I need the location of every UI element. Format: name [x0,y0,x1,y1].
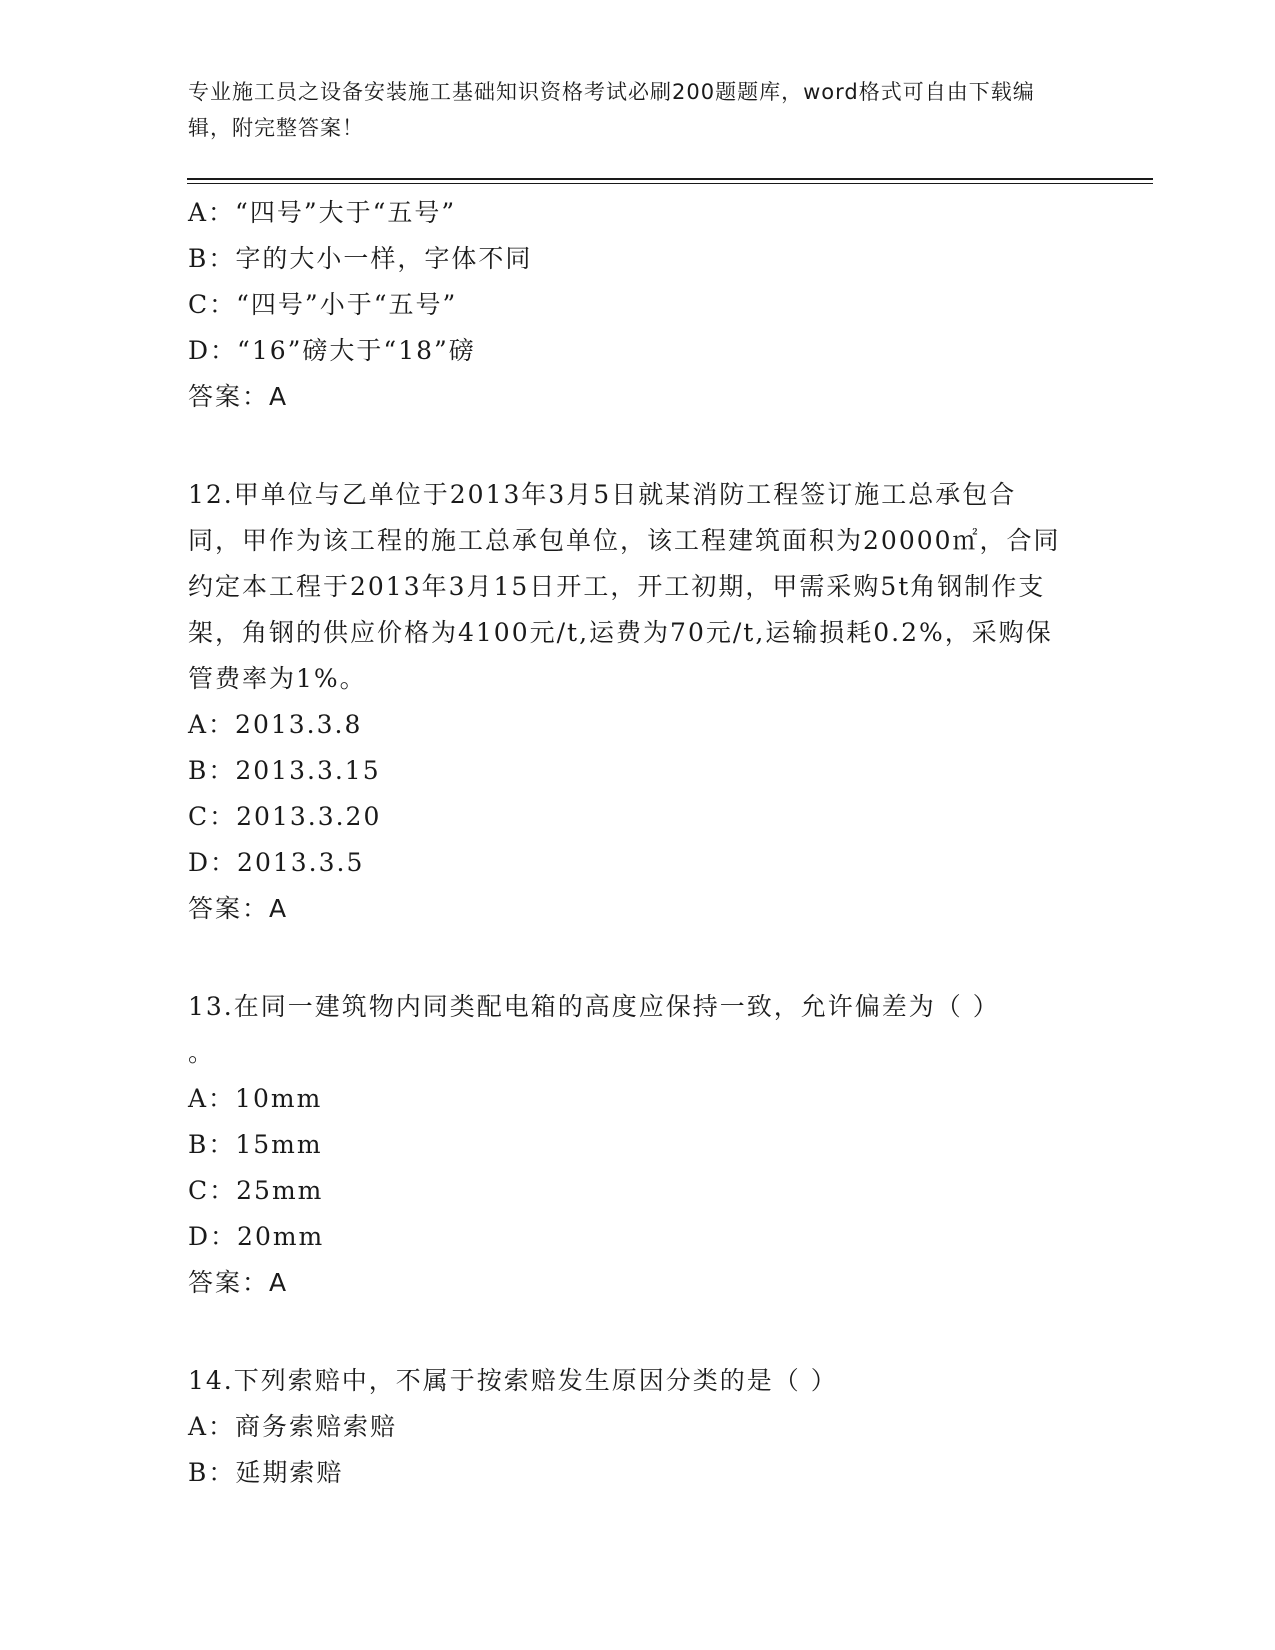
option-d: D：“16”磅大于“18”磅 [188,336,476,365]
spacer [188,932,1078,984]
option-b: B：字的大小一样，字体不同 [188,244,533,273]
option-c: C：25mm [188,1176,324,1205]
option-a: A：10mm [188,1084,323,1113]
question-text: 14.下列索赔中，不属于按索赔发生原因分类的是（ ） [188,1366,838,1395]
question-text: 12.甲单位与乙单位于2013年3月5日就某消防工程签订施工总承包合同，甲作为该工程的施工总承包单位，该工程建筑面积为20000㎡，合同约定本工程于2013年3月15日开工，开工初期，甲需采购5t角钢制作支架，角钢的供应价格为4100元/t,运费为70元/t,运输损耗0.2%，采购保管费率为1%。 [188,480,1061,693]
question-12 [188,472,1078,932]
question-11 [188,190,1078,420]
option-d: D：2013.3.5 [188,848,365,877]
answer-line: 答案：A [188,382,289,411]
question-content [188,190,1078,1496]
answer-line: 答案：A [188,1268,289,1297]
option-b: B：延期索赔 [188,1458,344,1487]
question-14 [188,1358,1078,1496]
question-13 [188,984,1078,1306]
option-b: B：2013.3.15 [188,756,381,785]
spacer [188,1306,1078,1358]
option-c: C：2013.3.20 [188,802,382,831]
question-text: 13.在同一建筑物内同类配电箱的高度应保持一致，允许偏差为（ ） [188,992,1000,1021]
answer-line: 答案：A [188,894,289,923]
option-a: A：2013.3.8 [188,710,363,739]
option-c: C：“四号”小于“五号” [188,290,458,319]
option-a: A：商务索赔索赔 [188,1412,398,1441]
question-text-tail: 。 [188,1038,216,1067]
page-header: 专业施工员之设备安装施工基础知识资格考试必刷200题题库，word格式可自由下载编辑，附完整答案！ [188,80,1035,140]
option-b: B：15mm [188,1130,323,1159]
option-d: D：20mm [188,1222,325,1251]
option-a: A：“四号”大于“五号” [188,198,457,227]
header-divider [187,178,1153,180]
spacer [188,420,1078,472]
header-divider-thin [187,183,1153,184]
